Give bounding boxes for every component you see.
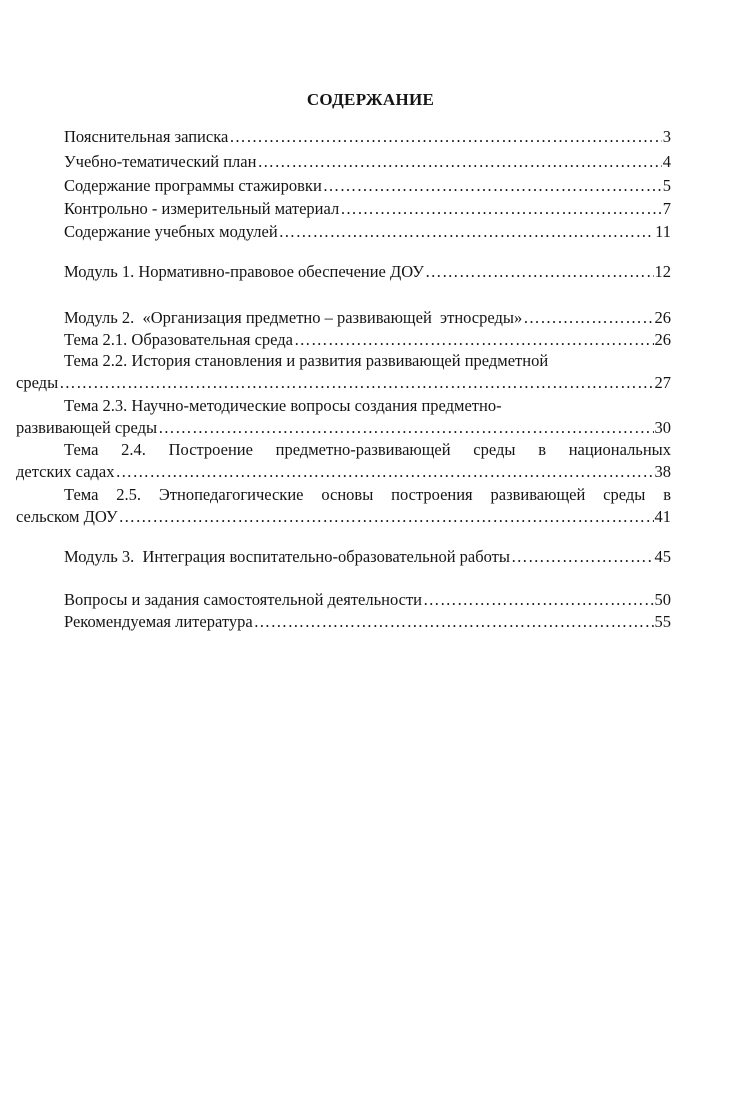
toc-entry-page: 41: [654, 507, 671, 526]
toc-entry-page: 26: [654, 308, 671, 327]
toc-entry-label: развивающей среды: [16, 418, 158, 437]
toc-entry-internship-content: [64, 176, 671, 196]
toc-entry-page: 4: [662, 152, 671, 171]
toc-entry-page: 5: [662, 176, 671, 195]
toc-entry-questions-tasks: [64, 590, 671, 610]
toc-entry-page: 3: [662, 127, 671, 146]
toc-entry-topic-2-5-line2: [16, 507, 671, 527]
toc-leader-dots: [119, 507, 654, 527]
toc-entry-label: среды: [16, 373, 59, 392]
toc-leader-dots: [294, 330, 653, 350]
toc-entry-page: 26: [654, 330, 671, 349]
toc-entry-topic-2-4-line2: [16, 462, 671, 482]
toc-entry-page: 45: [654, 547, 671, 566]
toc-entry-label: Содержание программы стажировки: [64, 176, 322, 195]
toc-leader-dots: [423, 590, 654, 610]
toc-entry-recommended-literature: [64, 612, 671, 632]
toc-entry-module-3: [64, 547, 671, 567]
toc-leader-dots: [511, 547, 654, 567]
toc-leader-dots: [279, 222, 654, 242]
toc-entry-page: 55: [654, 612, 671, 631]
toc-entry-label: Пояснительная записка: [64, 127, 229, 146]
toc-entry-topic-2-5-line1: Тема 2.5. Этнопедагогические основы построения развивающей среды в: [64, 485, 671, 504]
toc-leader-dots: [158, 418, 653, 438]
toc-entry-topic-2-2-line2: [16, 373, 671, 393]
toc-leader-dots: [323, 176, 662, 196]
toc-entry-page: 7: [662, 199, 671, 218]
toc-leader-dots: [116, 462, 654, 482]
toc-entry-label: детских садах: [16, 462, 115, 481]
toc-entry-topic-2-1: [64, 330, 671, 350]
toc-entry-module-2: [64, 308, 671, 328]
toc-entry-label: Тема 2.1. Образовательная среда: [64, 330, 294, 349]
toc-entry-topic-2-4-line1: Тема 2.4. Построение предметно-развивающей среды в национальных: [64, 440, 671, 459]
toc-entry-page: 50: [654, 590, 671, 609]
toc-entry-topic-2-3-line1: Тема 2.3. Научно-методические вопросы создания предметно-: [64, 396, 502, 415]
toc-entry-label: сельском ДОУ: [16, 507, 118, 526]
toc-leader-dots: [340, 199, 662, 219]
toc-entry-module-1: [64, 262, 671, 282]
toc-entry-label: Модуль 1. Нормативно-правовое обеспечение ДОУ: [64, 262, 424, 281]
toc-entry-label: Модуль 2. «Организация предметно – развивающей этносреды»: [64, 308, 523, 327]
toc-entry-topic-2-2-line1: Тема 2.2. История становления и развития развивающей предметной: [64, 351, 549, 370]
toc-entry-label: Вопросы и задания самостоятельной деятельности: [64, 590, 422, 609]
toc-leader-dots: [59, 373, 653, 393]
toc-entry-label: Учебно-тематический план: [64, 152, 257, 171]
toc-entry-label: Рекомендуемая литература: [64, 612, 253, 631]
toc-entry-topic-2-3-line2: [16, 418, 671, 438]
page-title: СОДЕРЖАНИЕ: [306, 90, 435, 109]
toc-leader-dots: [254, 612, 654, 632]
toc-entry-label: Модуль 3. Интеграция воспитательно-образовательной работы: [64, 547, 510, 566]
toc-entry-curriculum-plan: [64, 152, 671, 172]
toc-leader-dots: [523, 308, 653, 328]
toc-entry-page: 30: [654, 418, 671, 437]
toc-entry-modules-content: [64, 222, 671, 242]
toc-entry-assessment-material: [64, 199, 671, 219]
toc-entry-page: 38: [654, 462, 671, 481]
toc-leader-dots: [229, 127, 661, 147]
toc-entry-page: 27: [654, 373, 671, 392]
toc-leader-dots: [257, 152, 661, 172]
toc-leader-dots: [425, 262, 654, 282]
toc-entry-label: Содержание учебных модулей: [64, 222, 278, 241]
toc-entry-page: 12: [654, 262, 671, 281]
toc-entry-label: Контрольно - измерительный материал: [64, 199, 340, 218]
toc-entry-page: 11: [655, 222, 671, 241]
toc-entry-explanatory-note: [64, 127, 671, 147]
